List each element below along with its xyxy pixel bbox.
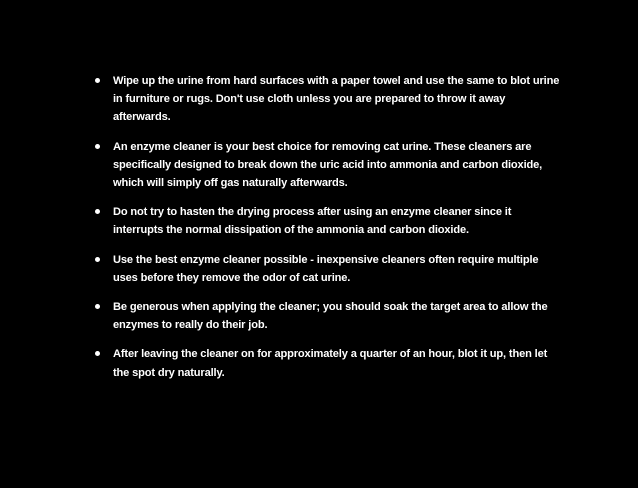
bullet-icon	[95, 78, 100, 83]
bullet-icon	[95, 304, 100, 309]
bullet-icon	[95, 257, 100, 262]
bullet-text: Be generous when applying the cleaner; you should soak the target area to allow the enzymes to really do their job.	[113, 301, 548, 332]
bullet-item	[92, 298, 562, 334]
bullet-text: An enzyme cleaner is your best choice for removing cat urine. These cleaners are specifically designed to break down the uric acid into ammonia and carbon dioxide, which will simply off gas naturally afterwards.	[113, 140, 543, 190]
bullet-text: After leaving the cleaner on for approximately a quarter of an hour, blot it up, then let the spot dry naturally.	[113, 348, 548, 379]
bullet-item	[92, 138, 562, 193]
bullet-text: Use the best enzyme cleaner possible - inexpensive cleaners often require multiple uses before they remove the odor of cat urine.	[113, 253, 539, 284]
bullet-item	[92, 72, 562, 127]
bullet-icon	[95, 351, 100, 356]
bullet-icon	[95, 144, 100, 149]
bullet-list	[92, 72, 562, 393]
bullet-text: Wipe up the urine from hard surfaces with a paper towel and use the same to blot urine in furniture or rugs. Don't use cloth unless you are prepared to throw it away afterwards.	[113, 75, 560, 124]
bullet-text: Do not try to hasten the drying process after using an enzyme cleaner since it interrupts the normal dissipation of the ammonia and carbon dioxide.	[113, 206, 512, 237]
bullet-item	[92, 345, 562, 381]
bullet-item	[92, 251, 562, 287]
bullet-icon	[95, 209, 100, 214]
bullet-item	[92, 203, 562, 239]
